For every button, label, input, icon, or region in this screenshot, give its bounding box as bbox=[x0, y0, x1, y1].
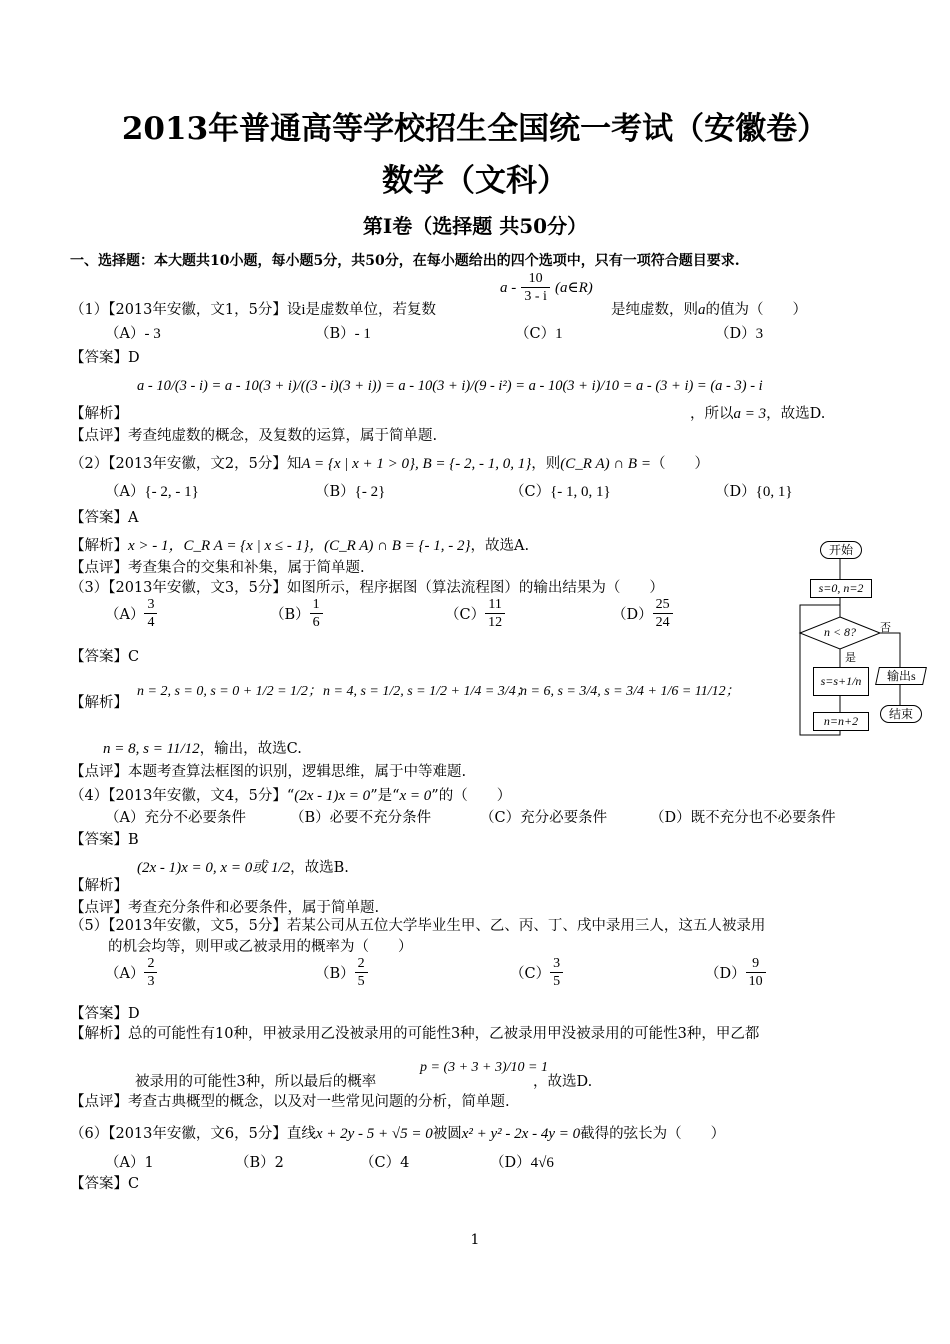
q3-option-c: （C） $\frac{11}{12}$ bbox=[445, 596, 505, 631]
q4-analysis: (2x - 1)x = 0, x = 0或 1/2，故选B. bbox=[137, 860, 349, 876]
q2-answer: 【答案】A bbox=[70, 510, 139, 526]
title-line-2: 数学（文科） bbox=[382, 163, 568, 199]
q4-stem: （4）【2013年安徽，文4，5分】“(2x - 1)x = 0”是“x = 0”的（ ） bbox=[70, 788, 512, 804]
q5-option-c: （C） $\frac{3}{5}$ bbox=[510, 955, 563, 990]
q2-stem: （2）【2013年安徽，文2，5分】知A = {x | x + 1 > 0}, B = {- 2, - 1, 0, 1}，则(C_R A) ∩ B =（ ） bbox=[70, 456, 709, 472]
q1-analysis-label: 【解析】 bbox=[70, 406, 128, 422]
q6-option-d: （D）4√6 bbox=[490, 1155, 554, 1171]
q1-complex: a - $\frac{10}{3 - i}$ (a∈R) bbox=[500, 271, 593, 304]
q5-analysis: 【解析】总的可能性有10种，甲被录用乙没被录用的可能性3种，乙被录用甲没被录用的可能性3种，甲乙都 bbox=[70, 1026, 760, 1042]
q5-analysis-2: 被录用的可能性3种，所以最后的概率 bbox=[135, 1074, 377, 1090]
q1-comment: 【点评】考查纯虚数的概念，及复数的运算，属于简单题. bbox=[70, 428, 438, 444]
page-number: 1 bbox=[470, 1232, 480, 1248]
q5-option-a: （A） $\frac{2}{3}$ bbox=[105, 955, 157, 990]
q2-comment: 【点评】考查集合的交集和补集，属于简单题. bbox=[70, 560, 365, 576]
section-header: 一、选择题：本大题共10小题，每小题5分，共50分，在每小题给出的四个选项中，只有一项符合题目要求. bbox=[70, 253, 740, 269]
flow-end: 结束 bbox=[880, 705, 922, 723]
q1-option-b: （B）- 1 bbox=[315, 326, 371, 342]
q1-stem: （1）【2013年安徽，文1，5分】设i是虚数单位，若复数 bbox=[70, 302, 436, 318]
q5-option-d: （D） $\frac{9}{10}$ bbox=[705, 955, 766, 990]
flow-output: 输出s bbox=[875, 667, 927, 685]
q4-option-a: （A）充分不必要条件 bbox=[105, 810, 246, 826]
q5-option-b: （B） $\frac{2}{5}$ bbox=[315, 955, 368, 990]
q2-analysis: 【解析】x > - 1，C_R A = {x | x ≤ - 1}，(C_R A) ∩ B = {- 1, - 2}，故选A. bbox=[70, 538, 530, 554]
q2-option-c: （C）{- 1, 0, 1} bbox=[510, 484, 611, 500]
q6-answer: 【答案】C bbox=[70, 1176, 140, 1192]
q4-option-c: （C）充分必要条件 bbox=[480, 810, 608, 826]
q2-option-a: （A）{- 2, - 1} bbox=[105, 484, 199, 500]
q5-comment: 【点评】考查古典概型的概念，以及对一些常见问题的分析，简单题. bbox=[70, 1094, 510, 1110]
q3-analysis-4: n = 8, s = 11/12，输出，故选C. bbox=[103, 741, 302, 757]
flowchart bbox=[795, 535, 945, 745]
q2-option-b: （B）{- 2} bbox=[315, 484, 386, 500]
q5-analysis-end: ，故选D. bbox=[533, 1074, 593, 1090]
q5-probability-math: p = (3 + 3 + 3)/10 = 1 bbox=[420, 1060, 549, 1075]
q5-answer: 【答案】D bbox=[70, 1006, 140, 1022]
flow-assign: s=s+1/n bbox=[813, 667, 869, 696]
q1-option-c: （C）1 bbox=[515, 326, 563, 342]
q3-option-b: （B） $\frac{1}{6}$ bbox=[270, 596, 323, 631]
q4-option-d: （D）既不充分也不必要条件 bbox=[650, 810, 836, 826]
q1-option-d: （D）3 bbox=[715, 326, 764, 342]
q1-option-a: （A）- 3 bbox=[105, 326, 161, 342]
q3-analysis-label: 【解析】 bbox=[70, 695, 128, 711]
q1-analysis-tail: ，所以a = 3，故选D. bbox=[690, 406, 826, 422]
q3-option-a: （A） $\frac{3}{4}$ bbox=[105, 596, 157, 631]
q3-analysis-3: n = 6, s = 3/4, s = 3/4 + 1/6 = 11/12； bbox=[520, 684, 740, 699]
flow-increment: n=n+2 bbox=[813, 712, 869, 731]
flow-init: s=0, n=2 bbox=[810, 579, 872, 598]
q6-option-b: （B）2 bbox=[235, 1155, 284, 1171]
flow-start: 开始 bbox=[820, 541, 862, 559]
q3-analysis-1: n = 2, s = 0, s = 0 + 1/2 = 1/2； bbox=[137, 684, 322, 699]
q2-option-d: （D）{0, 1} bbox=[715, 484, 793, 500]
q4-option-b: （B）必要不充分条件 bbox=[290, 810, 432, 826]
q3-analysis-2: n = 4, s = 1/2, s = 1/2 + 1/4 = 3/4； bbox=[323, 684, 530, 699]
title-line-1: 2013年普通高等学校招生全国统一考试（安徽卷） bbox=[121, 111, 829, 147]
flow-yes-label: 是 bbox=[845, 651, 856, 664]
q5-stem-2: 的机会均等，则甲或乙被录用的概率为（ ） bbox=[108, 939, 413, 955]
part-title: 第Ⅰ卷（选择题 共50分） bbox=[362, 214, 588, 238]
q3-stem: （3）【2013年安徽，文3，5分】如图所示，程序据图（算法流程图）的输出结果为（ ） bbox=[70, 580, 664, 596]
q5-stem: （5）【2013年安徽，文5，5分】若某公司从五位大学毕业生甲、乙、丙、丁、戌中录用三人，这五人被录用 bbox=[70, 918, 766, 934]
q3-comment: 【点评】本题考查算法框图的识别，逻辑思维，属于中等难题. bbox=[70, 764, 467, 780]
flow-no-label: 否 bbox=[880, 621, 891, 634]
flow-condition: n < 8? bbox=[823, 625, 857, 639]
q3-answer: 【答案】C bbox=[70, 649, 140, 665]
q3-option-d: （D） $\frac{25}{24}$ bbox=[612, 596, 673, 631]
q6-option-a: （A）1 bbox=[105, 1155, 154, 1171]
q1-stem-tail: 是纯虚数，则a的值为（ ） bbox=[611, 302, 807, 318]
q4-answer: 【答案】B bbox=[70, 832, 139, 848]
q4-comment: 【点评】考查充分条件和必要条件，属于简单题. bbox=[70, 900, 380, 916]
q4-analysis-label: 【解析】 bbox=[70, 878, 128, 894]
q1-analysis-math: a - 10/(3 - i) = a - 10(3 + i)/((3 - i)(3 + i)) = a - 10(3 + i)/(9 - i²) = a - 10(3 + i)/10 = a - (3 + i) = (a - 3) - i bbox=[137, 378, 763, 394]
q6-option-c: （C）4 bbox=[360, 1155, 410, 1171]
q1-answer: 【答案】D bbox=[70, 350, 140, 366]
q6-stem: （6）【2013年安徽，文6，5分】直线x + 2y - 5 + √5 = 0被圆x² + y² - 2x - 4y = 0截得的弦长为（ ） bbox=[70, 1126, 726, 1142]
